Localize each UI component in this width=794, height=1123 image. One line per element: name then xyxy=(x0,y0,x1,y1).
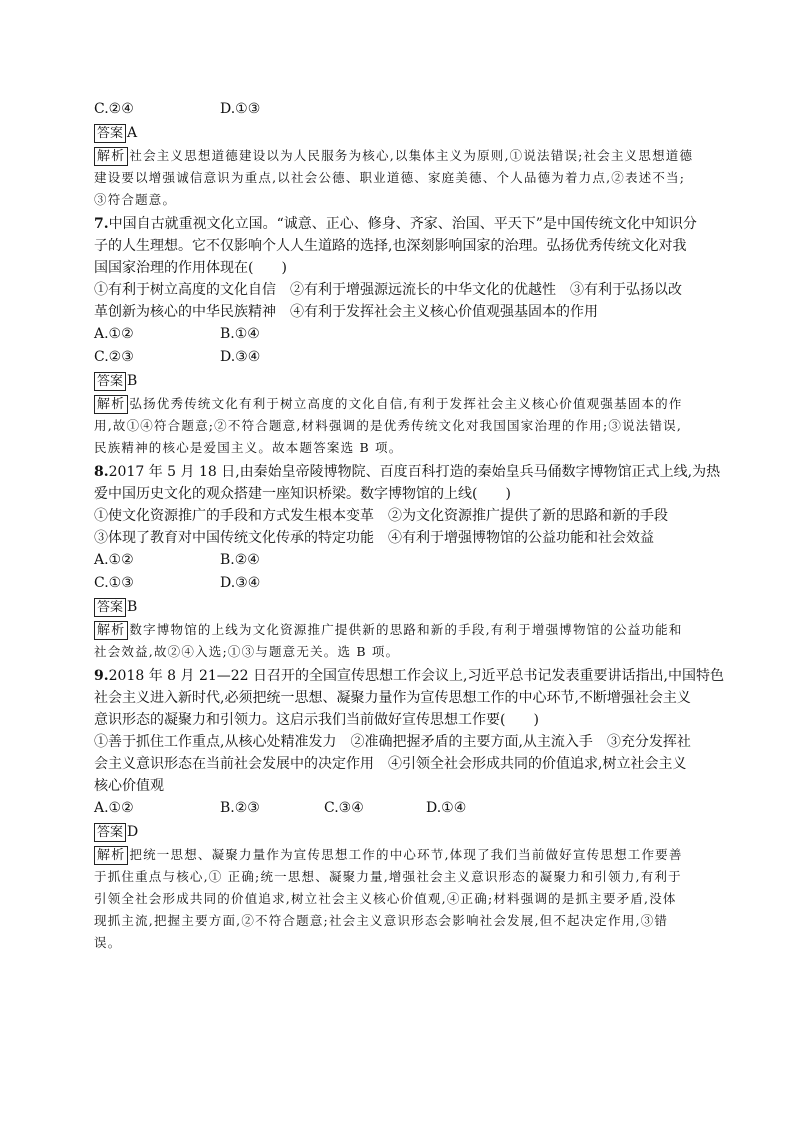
q8-option-b[interactable]: B.②④ xyxy=(220,552,260,568)
explanation-tag: 解析 xyxy=(94,395,128,414)
stem-line: 子的人生理想。它不仅影响个人人生道路的选择,也深刻影响国家的治理。弘扬优秀传统文化对我 xyxy=(94,238,687,254)
explanation-line: 弘扬优秀传统文化有利于树立高度的文化自信,有利于发挥社会主义核心价值观强基固本的作 xyxy=(129,396,683,411)
q8-statements xyxy=(94,505,706,549)
answer-tag: 答案 xyxy=(94,372,126,391)
stem-line: 社会主义进入新时代,必须把统一思想、凝聚力量作为宣传思想工作的中心环节,不断增强社会主义 xyxy=(94,690,691,706)
q6-option-d[interactable]: D.①③ xyxy=(220,101,261,117)
q7-options-row-1 xyxy=(94,323,706,346)
q8-option-c[interactable]: C.①③ xyxy=(94,575,134,591)
explanation-line: ③符合题意。 xyxy=(94,192,177,207)
q7-statements xyxy=(94,279,706,323)
statement-line: ①善于抓住工作重点,从核心处精准发力 ②准确把握矛盾的主要方面,从主流入手 ③充分发挥社 xyxy=(94,734,691,750)
explanation-line: 用,故①④符合题意;②不符合题意,材料强调的是优秀传统文化对我国国家治理的作用;③说法错误, xyxy=(94,418,683,433)
q6-option-c[interactable]: C.②④ xyxy=(94,101,134,117)
q6-answer xyxy=(94,122,706,144)
explanation-line: 引领全社会形成共同的价值追求,树立社会主义核心价值观,④正确;材料强调的是抓主要矛盾,没体 xyxy=(94,891,677,906)
explanation-line: 于抓住重点与核心,① 正确;统一思想、凝聚力量,增强社会主义意识形态的凝聚力和引领力,有利于 xyxy=(94,869,682,884)
q7-explanation xyxy=(94,393,706,459)
q7-option-c[interactable]: C.②③ xyxy=(94,349,134,365)
answer-value: D xyxy=(127,824,139,840)
statement-line: 革创新为核心的中华民族精神 ④有利于发挥社会主义核心价值观强基固本的作用 xyxy=(94,304,598,320)
statement-line: 核心价值观 xyxy=(94,778,164,794)
q7-answer xyxy=(94,370,706,392)
explanation-line: 社会主义思想道德建设以为人民服务为核心,以集体主义为原则,①说法错误;社会主义思想道德 xyxy=(129,148,694,163)
answer-tag: 答案 xyxy=(94,124,126,143)
explanation-line: 把统一思想、凝聚力量作为宣传思想工作的中心环节,体现了我们当前做好宣传思想工作要善 xyxy=(129,847,683,862)
q8-option-d[interactable]: D.③④ xyxy=(220,575,261,591)
q8-options-row-2 xyxy=(94,572,706,595)
statement-line: 会主义意识形态在当前社会发展中的决定作用 ④引领全社会形成共同的价值追求,树立社会主义 xyxy=(94,756,687,772)
answer-value: B xyxy=(127,373,138,389)
q7-option-a[interactable]: A.①② xyxy=(94,326,134,342)
explanation-line: 数字博物馆的上线为文化资源推广提供新的思路和新的手段,有利于增强博物馆的公益功能和 xyxy=(129,622,683,637)
q9-answer xyxy=(94,821,706,843)
question-number: 9. xyxy=(94,668,109,684)
q8-explanation xyxy=(94,619,706,663)
q8-stem xyxy=(94,461,721,505)
answer-tag: 答案 xyxy=(94,598,126,617)
explanation-line: 民族精神的核心是爱国主义。故本题答案选 B 项。 xyxy=(94,440,403,455)
answer-value: B xyxy=(127,599,138,615)
q9-option-d[interactable]: D.①④ xyxy=(426,800,467,816)
statement-line: ①使文化资源推广的手段和方式发生根本变革 ②为文化资源推广提供了新的思路和新的手段 xyxy=(94,508,668,524)
stem-line: 爱中国历史文化的观众搭建一座知识桥梁。数字博物馆的上线( ) xyxy=(94,486,511,502)
answer-tag: 答案 xyxy=(94,823,126,842)
q6-explanation xyxy=(94,145,706,211)
stem-line: 2018 年 8 月 21—22 日召开的全国宣传思想工作会议上,习近平总书记发表重要讲话指出,中国特色 xyxy=(108,668,724,684)
q7-options-row-2 xyxy=(94,346,706,369)
explanation-line: 社会效益,故②④入选;①③与题意无关。选 B 项。 xyxy=(94,644,400,659)
explanation-tag: 解析 xyxy=(94,147,128,166)
stem-line: 中国自古就重视文化立国。“诚意、正心、修身、齐家、治国、平天下”是中国传统文化中知识分 xyxy=(108,216,697,232)
question-number: 7. xyxy=(94,216,109,232)
q7-option-d[interactable]: D.③④ xyxy=(220,349,261,365)
q8-answer xyxy=(94,596,706,618)
explanation-tag: 解析 xyxy=(94,621,128,640)
q9-option-c[interactable]: C.③④ xyxy=(324,800,364,816)
q9-statements xyxy=(94,731,706,797)
q8-options-row-1 xyxy=(94,549,706,572)
q7-option-b[interactable]: B.①④ xyxy=(220,326,260,342)
q9-stem xyxy=(94,665,724,731)
stem-line: 意识形态的凝聚力和引领力。这启示我们当前做好宣传思想工作要( ) xyxy=(94,712,539,728)
explanation-tag: 解析 xyxy=(94,846,128,865)
q9-option-b[interactable]: B.②③ xyxy=(220,800,260,816)
q6-options-row xyxy=(94,98,706,121)
explanation-line: 现抓主流,把握主要方面,②不符合题意;社会主义意识形态会影响社会发展,但不起决定作用,③错 xyxy=(94,913,669,928)
explanation-line: 建设要以增强诚信意识为重点,以社会公德、职业道德、家庭美德、个人品德为着力点,②表述不当; xyxy=(94,170,686,185)
q7-stem xyxy=(94,213,706,279)
q9-option-a[interactable]: A.①② xyxy=(94,800,134,816)
answer-value: A xyxy=(127,125,138,141)
statement-line: ③体现了教育对中国传统文化传承的特定功能 ④有利于增强博物馆的公益功能和社会效益 xyxy=(94,530,654,546)
q9-options-row xyxy=(94,797,706,820)
explanation-line: 误。 xyxy=(94,935,122,950)
stem-line: 2017 年 5 月 18 日,由秦始皇帝陵博物院、百度百科打造的秦始皇兵马俑数字博物馆正式上线,为热 xyxy=(108,464,721,480)
exam-page xyxy=(94,98,724,954)
stem-line: 国国家治理的作用体现在( ) xyxy=(94,260,287,276)
q8-option-a[interactable]: A.①② xyxy=(94,552,134,568)
question-number: 8. xyxy=(94,464,109,480)
statement-line: ①有利于树立高度的文化自信 ②有利于增强源远流长的中华文化的优越性 ③有利于弘扬以改 xyxy=(94,282,682,298)
q9-explanation xyxy=(94,844,706,954)
